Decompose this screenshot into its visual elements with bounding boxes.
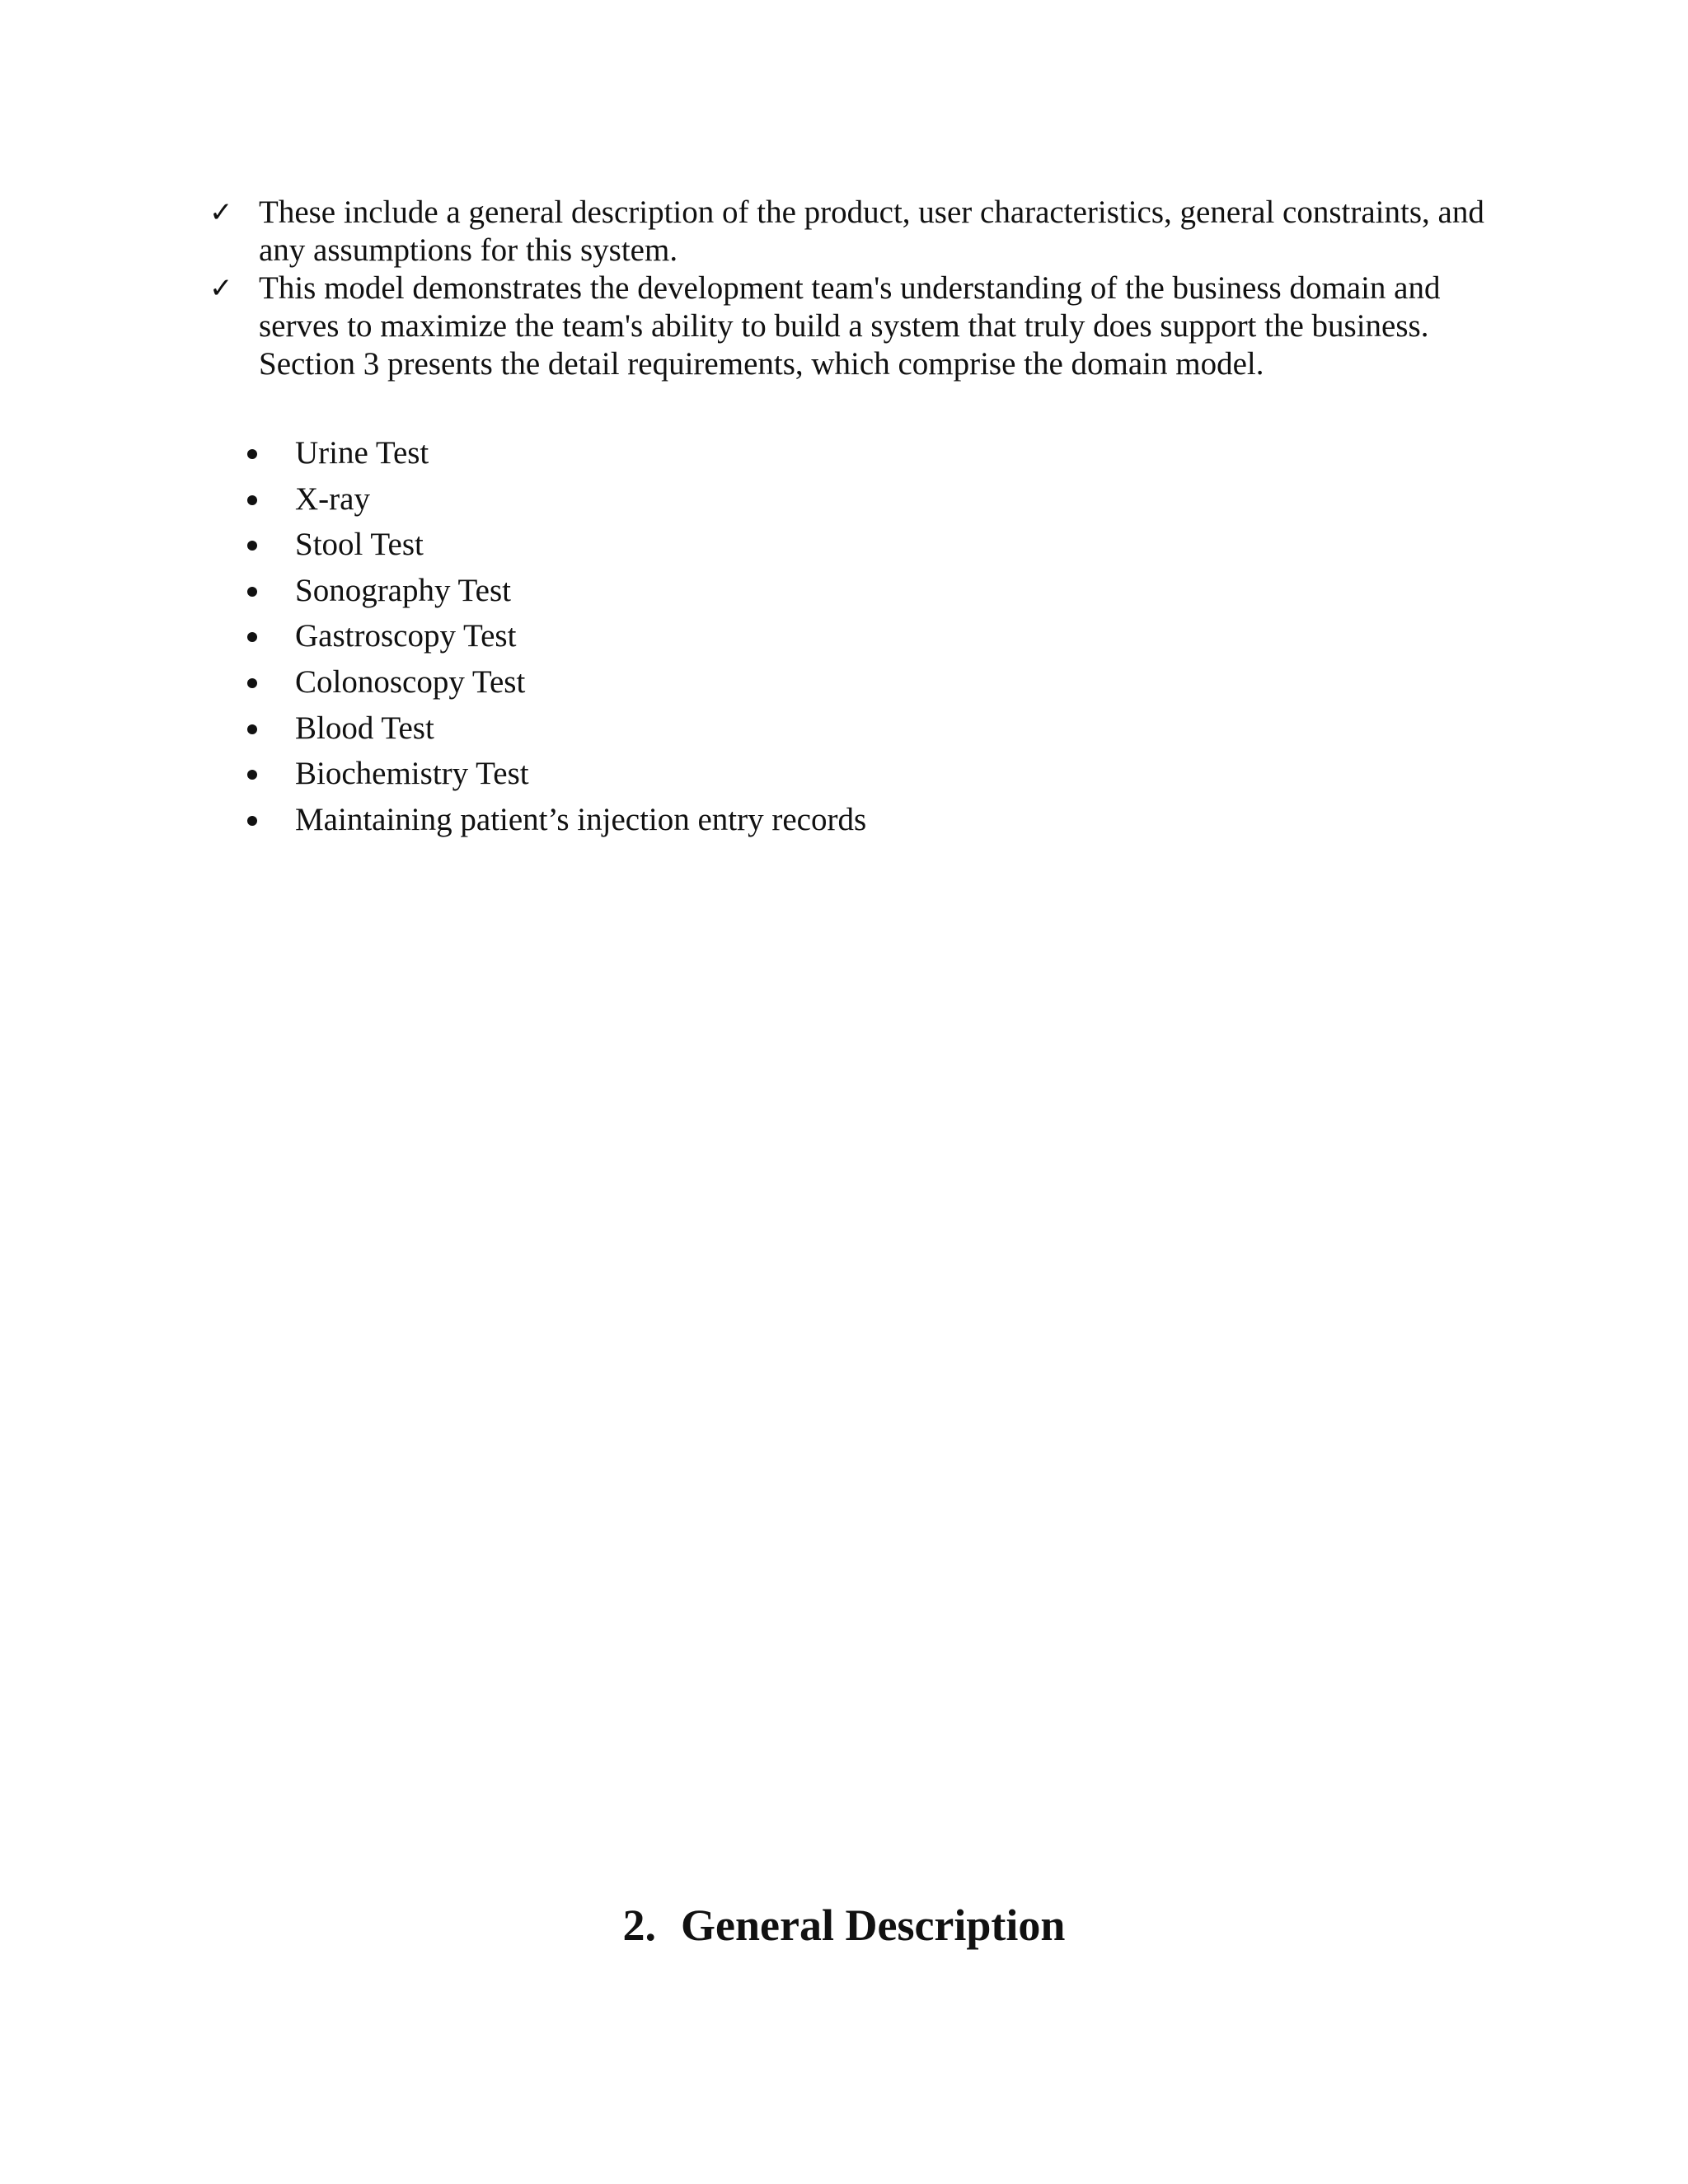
bullet-item-text: X-ray: [295, 480, 370, 517]
bullet-item-text: Stool Test: [295, 527, 424, 563]
checkmark-icon: ✓: [209, 272, 233, 305]
test-bullet-list: [244, 430, 866, 842]
checkmark-list-item: [206, 269, 1492, 383]
bullet-list-item: [244, 476, 866, 523]
bullet-list-item: [244, 568, 866, 614]
bullet-item-text: Biochemistry Test: [295, 756, 529, 792]
section-number: 2.: [622, 1900, 657, 1950]
bullet-list-item: [244, 659, 866, 705]
bullet-list-item: [244, 751, 866, 797]
bullet-list-item: [244, 430, 866, 476]
bullet-icon: [247, 495, 257, 505]
bullet-list-item: [244, 705, 866, 752]
bullet-item-text: Sonography Test: [295, 572, 511, 608]
checkmark-item-text: This model demonstrates the development team's understanding of the business domain and serves to maximize the team's ability to build a system that truly does support the business. Section 3 presents the detail requirements, which comprise the domain model.: [259, 270, 1441, 382]
section-title: General Description: [681, 1900, 1066, 1950]
bullet-item-text: Urine Test: [295, 435, 429, 471]
bullet-icon: [247, 632, 257, 642]
bullet-icon: [247, 816, 257, 826]
bullet-list-item: [244, 522, 866, 568]
bullet-icon: [247, 541, 257, 551]
bullet-icon: [247, 724, 257, 734]
bullet-list-item: [244, 613, 866, 659]
checkmark-list-item: [206, 194, 1492, 269]
checkmark-icon: ✓: [209, 196, 233, 229]
bullet-list-item: [244, 797, 866, 843]
checkmark-item-text: These include a general description of the product, user characteristics, general constraints, and any assumptions for this system.: [259, 194, 1484, 268]
bullet-item-text: Gastroscopy Test: [295, 618, 517, 654]
bullet-icon: [247, 678, 257, 688]
checkmark-list: [206, 194, 1492, 383]
bullet-item-text: Blood Test: [295, 710, 434, 746]
section-heading: [0, 1899, 1688, 1952]
bullet-item-text: Colonoscopy Test: [295, 663, 526, 700]
bullet-icon: [247, 449, 257, 459]
bullet-icon: [247, 587, 257, 597]
bullet-icon: [247, 770, 257, 780]
bullet-item-text: Maintaining patient’s injection entry records: [295, 801, 867, 837]
